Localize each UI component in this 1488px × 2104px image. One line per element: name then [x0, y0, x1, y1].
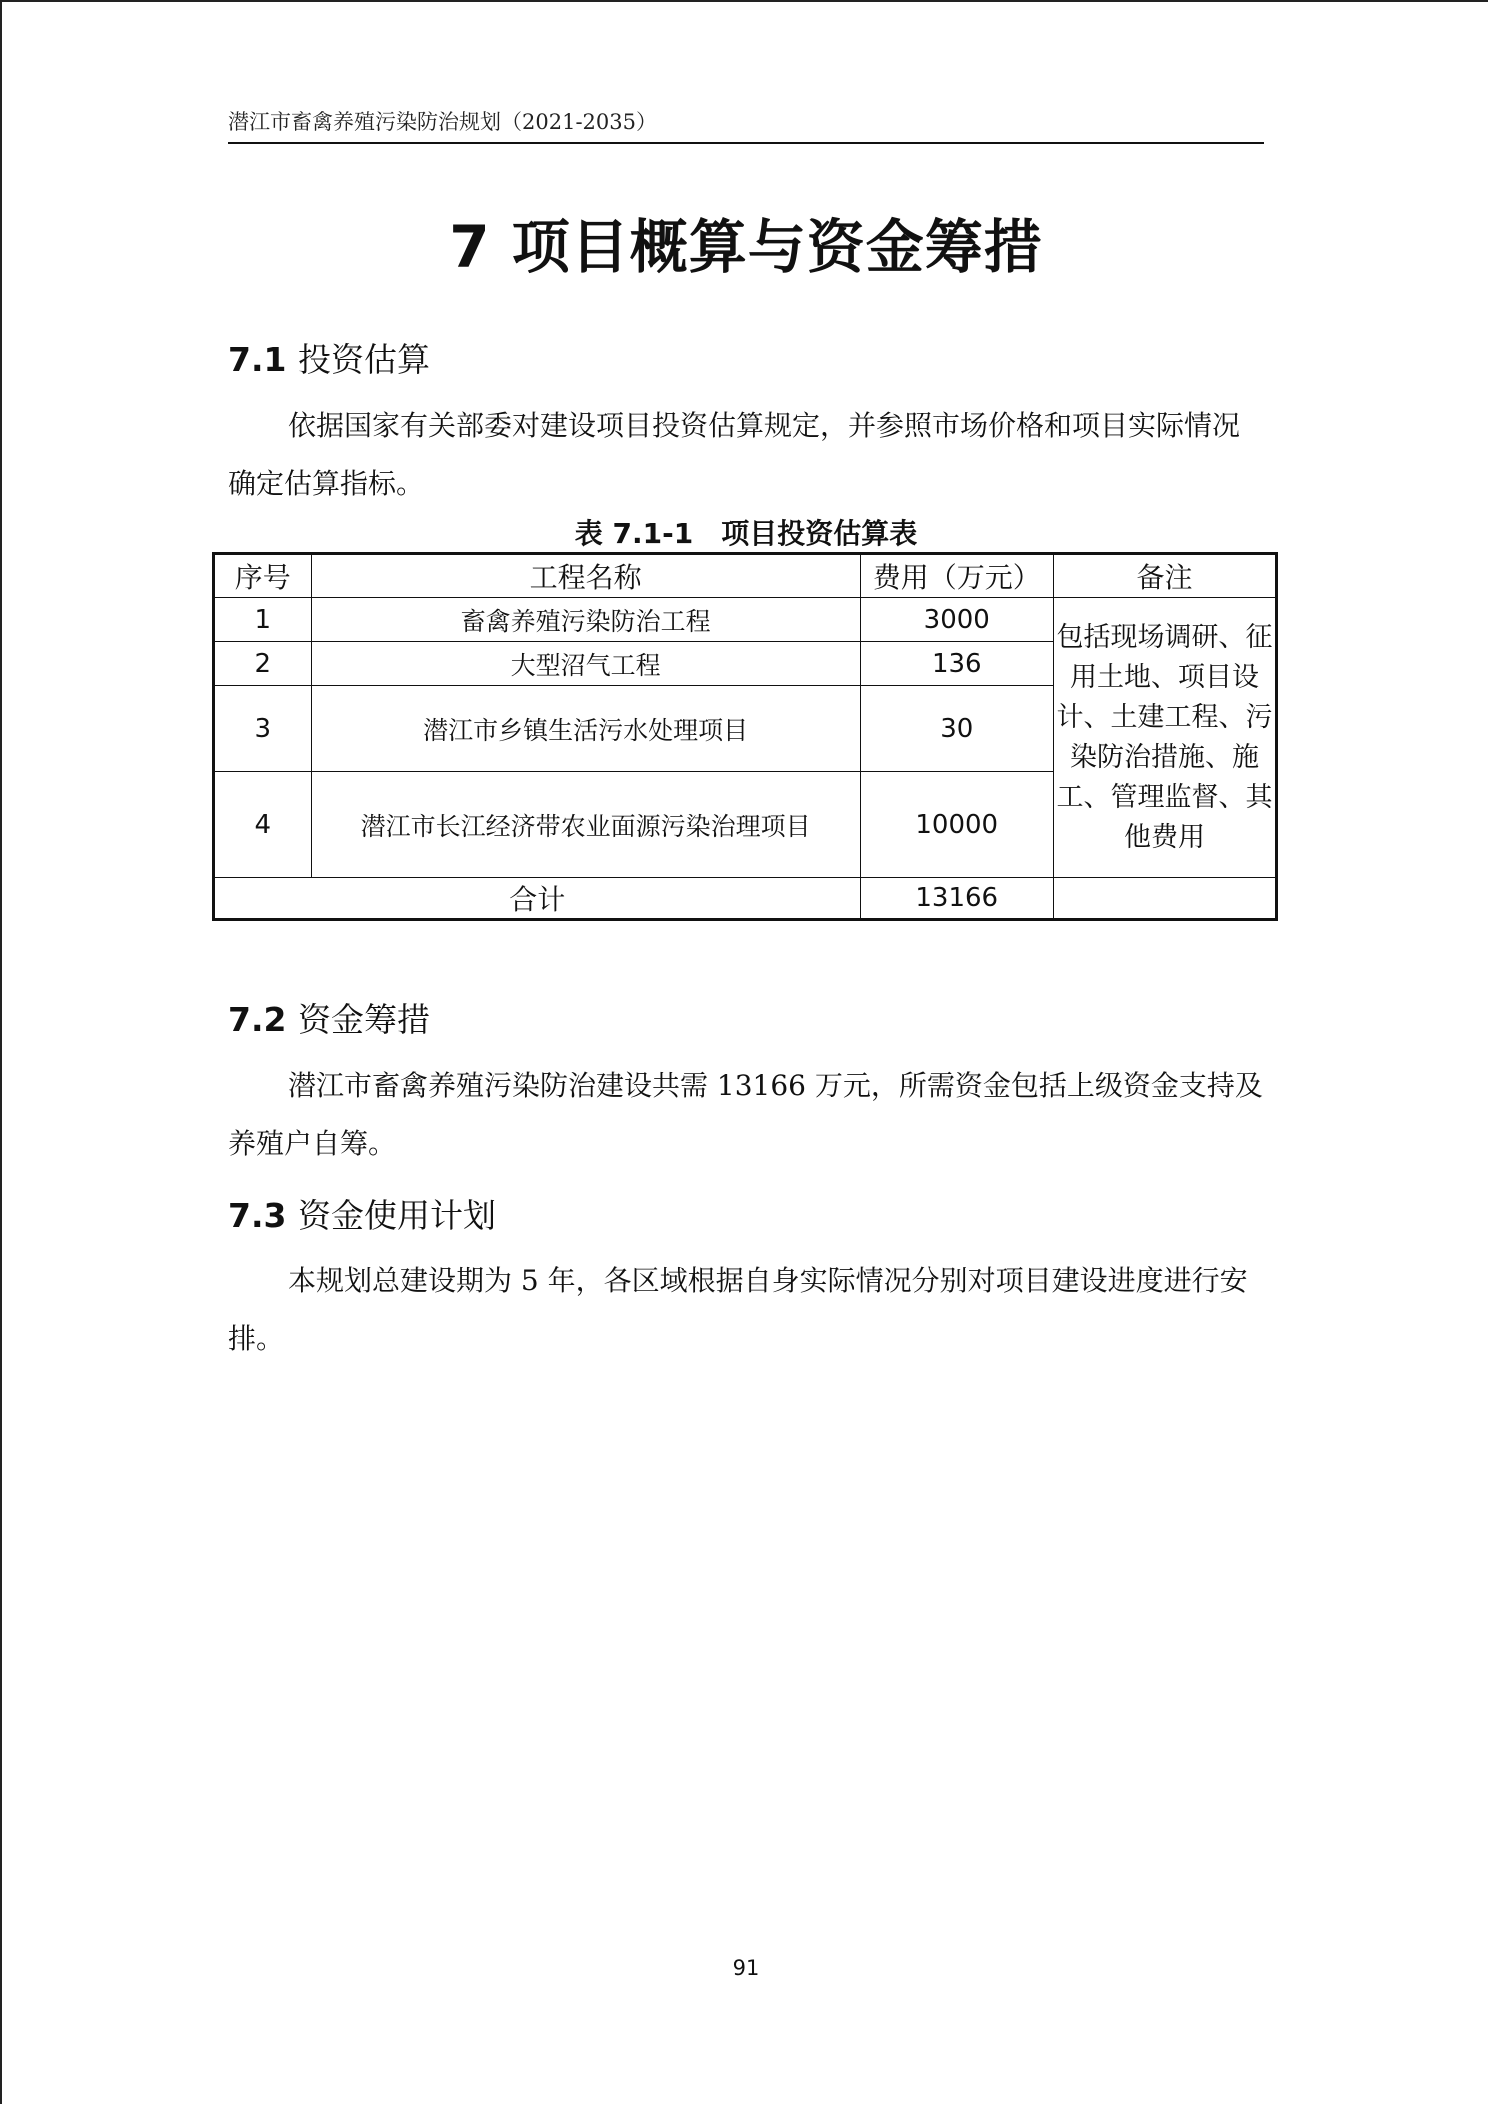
section-title-text: 资金使用计划 [297, 1196, 496, 1235]
header-name: 工程名称 [311, 554, 860, 598]
section-number: 7.1 [228, 340, 287, 379]
row-no: 2 [214, 642, 312, 686]
running-header: 潜江市畜禽养殖污染防治规划（2021-2035） [228, 106, 1264, 144]
row-name: 潜江市乡镇生活污水处理项目 [311, 686, 860, 772]
total-value: 13166 [860, 878, 1053, 920]
table-caption [2, 512, 1488, 552]
section-heading-7-3 [228, 1190, 496, 1237]
section-title-text: 投资估算 [297, 340, 430, 379]
row-cost: 3000 [860, 598, 1053, 642]
row-no: 4 [214, 772, 312, 878]
table-caption-title: 项目投资估算表 [721, 517, 918, 550]
header-cost: 费用（万元） [860, 554, 1053, 598]
row-name: 潜江市长江经济带农业面源污染治理项目 [311, 772, 860, 878]
header-note: 备注 [1053, 554, 1276, 598]
total-label: 合计 [214, 878, 861, 920]
row-cost: 136 [860, 642, 1053, 686]
table-header-row [214, 554, 1277, 598]
section-heading-7-1 [228, 334, 430, 381]
section-paragraph-7-2: 潜江市畜禽养殖污染防治建设共需 13166 万元，所需资金包括上级资金支持及养殖户自筹。 [228, 1069, 1263, 1160]
table-total-row [214, 878, 1277, 920]
table-row [214, 598, 1277, 642]
section-heading-7-2 [228, 994, 430, 1041]
header-no: 序号 [214, 554, 312, 598]
investment-estimate-table [212, 552, 1278, 921]
section-number: 7.3 [228, 1196, 287, 1235]
row-name: 畜禽养殖污染防治工程 [311, 598, 860, 642]
page-number: 91 [732, 1956, 760, 1980]
table-caption-number: 表 7.1-1 [574, 517, 694, 550]
section-paragraph-7-3: 本规划总建设期为 5 年，各区域根据自身实际情况分别对项目建设进度进行安排。 [228, 1264, 1248, 1355]
row-name: 大型沼气工程 [311, 642, 860, 686]
row-cost: 30 [860, 686, 1053, 772]
total-note-empty [1053, 878, 1276, 920]
section-number: 7.2 [228, 1000, 287, 1039]
row-cost: 10000 [860, 772, 1053, 878]
row-no: 1 [214, 598, 312, 642]
row-note: 包括现场调研、征用土地、项目设计、土建工程、污染防治措施、施工、管理监督、其他费用 [1053, 598, 1276, 878]
section-paragraph-7-1: 依据国家有关部委对建设项目投资估算规定，并参照市场价格和项目实际情况确定估算指标。 [228, 409, 1241, 500]
chapter-title: 7 项目概算与资金筹措 [449, 213, 1043, 281]
section-title-text: 资金筹措 [297, 1000, 430, 1039]
row-no: 3 [214, 686, 312, 772]
